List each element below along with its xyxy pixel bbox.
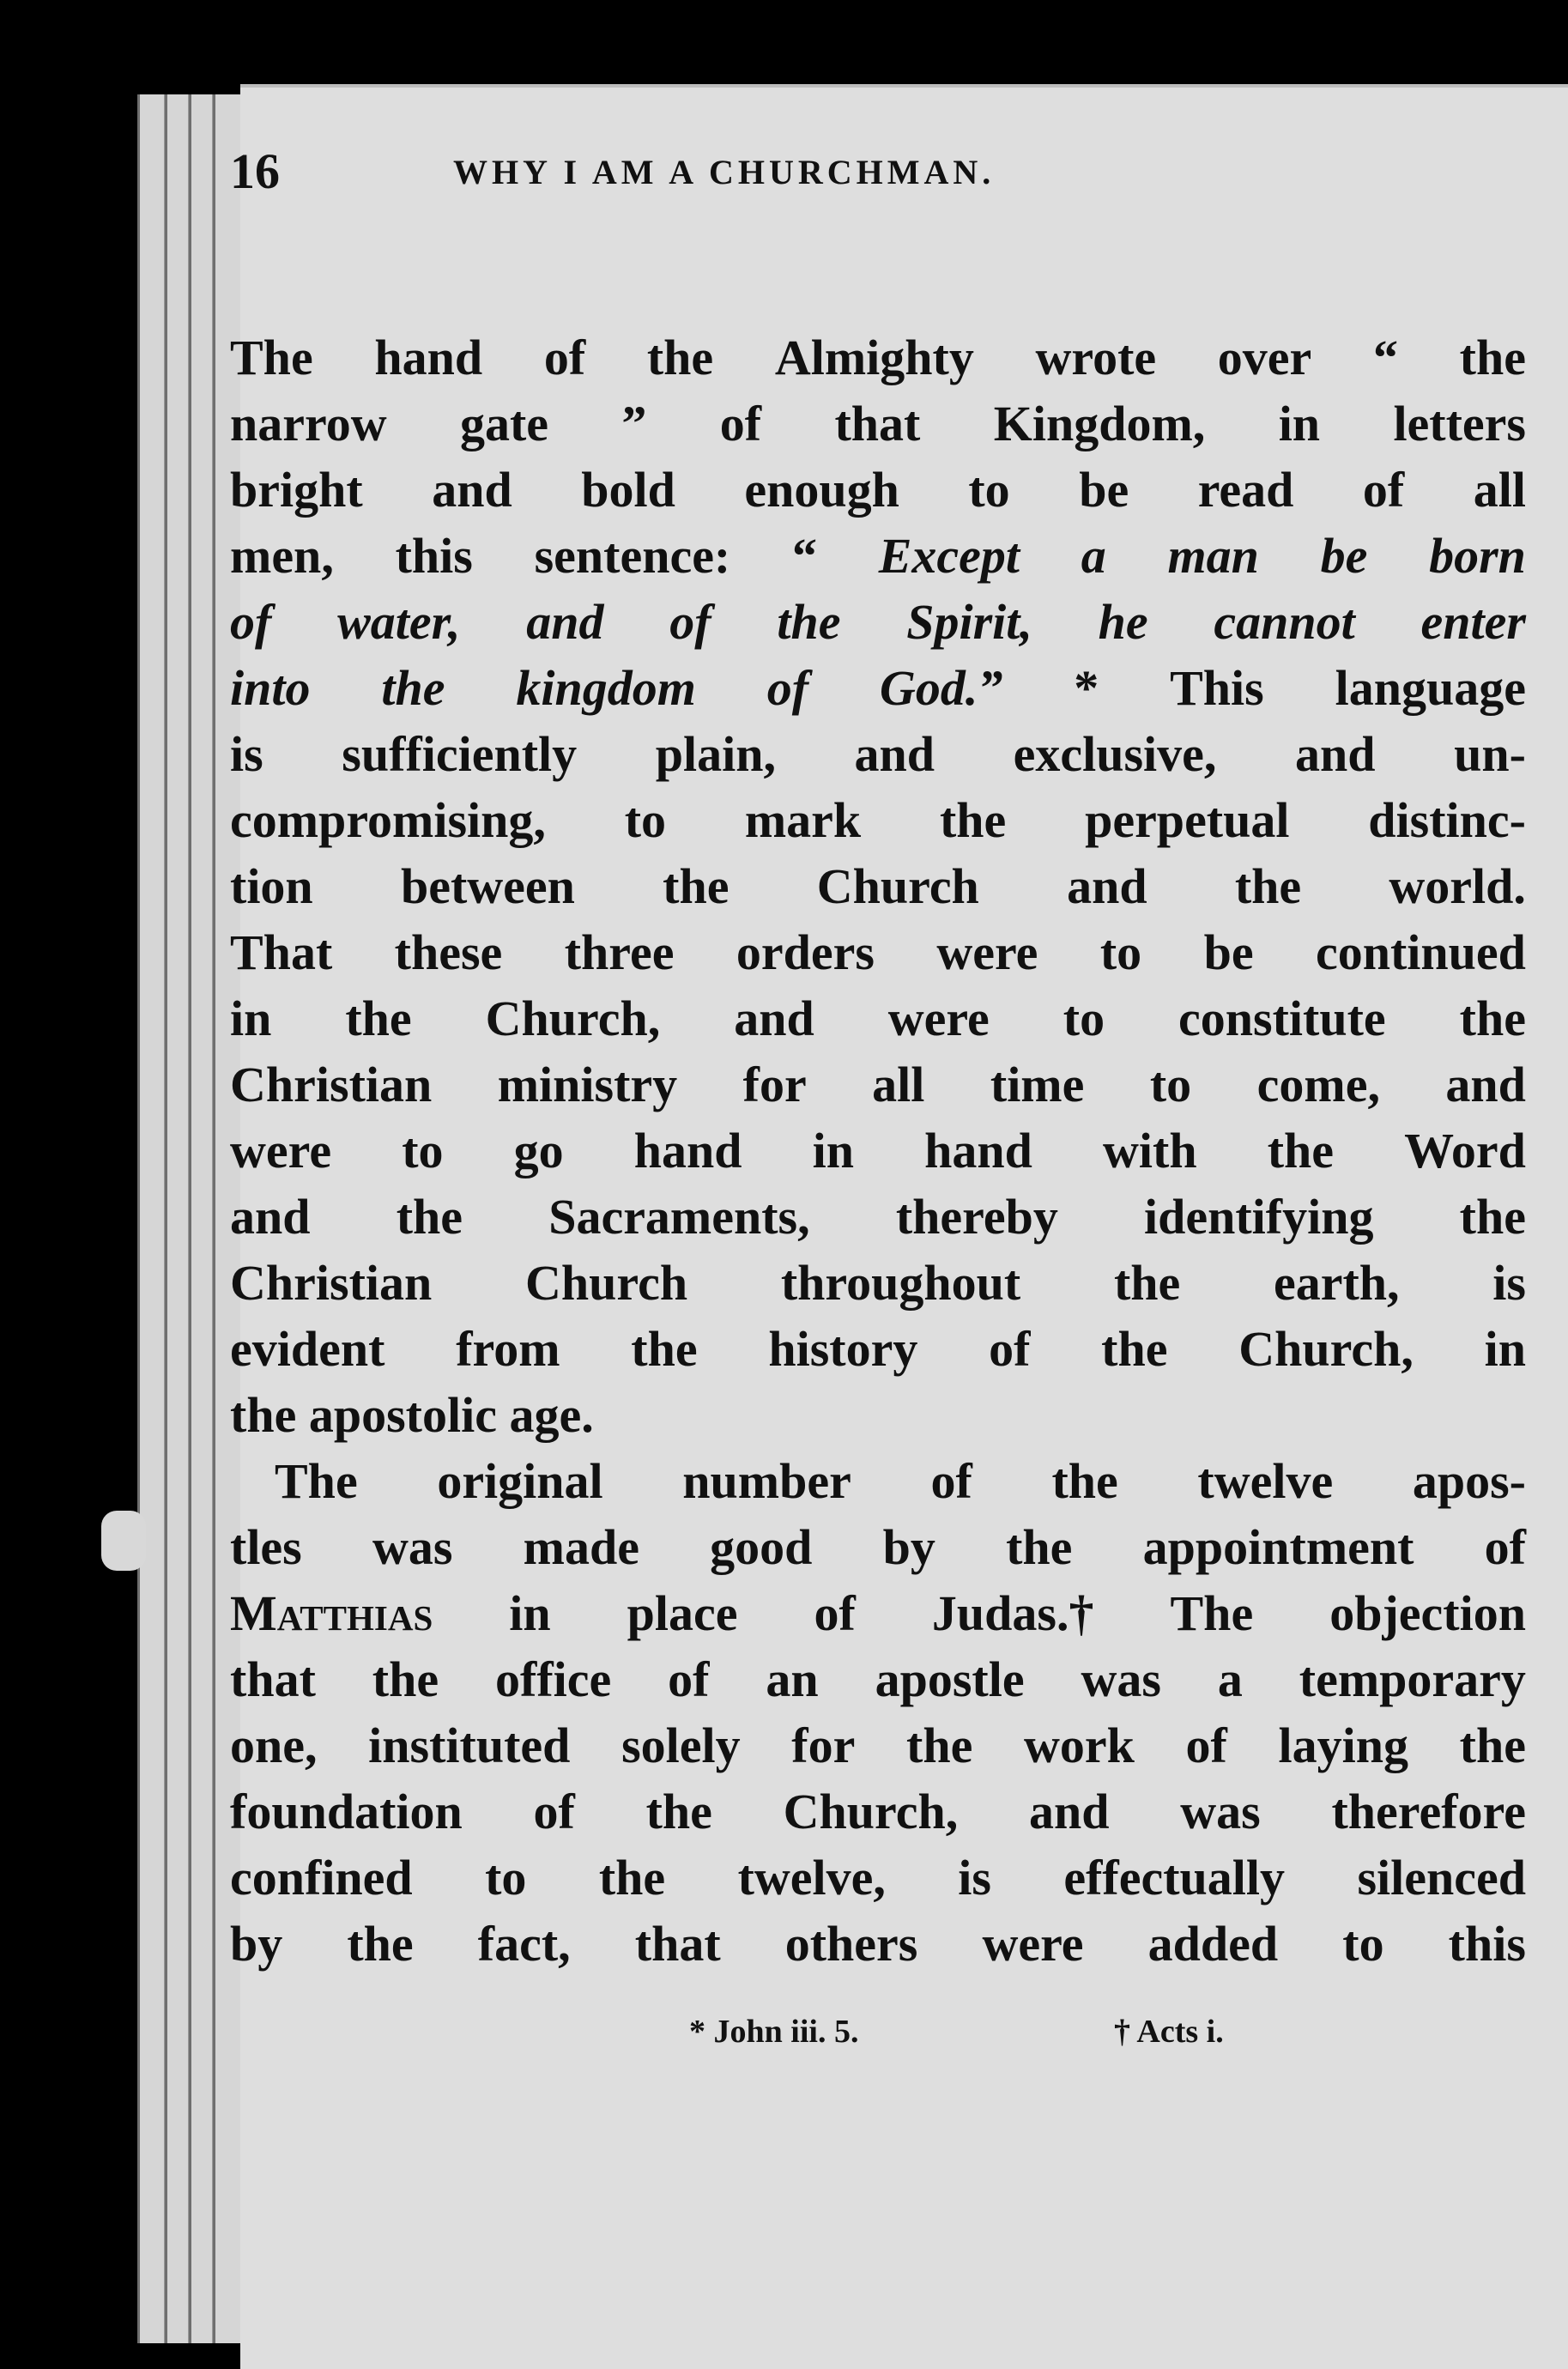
word: world. bbox=[1389, 858, 1526, 914]
word: number bbox=[682, 1453, 851, 1509]
word: the bbox=[906, 1718, 973, 1773]
word: silenced bbox=[1357, 1850, 1526, 1905]
word: he bbox=[1098, 594, 1148, 650]
text-line bbox=[230, 1778, 1526, 1845]
word: from bbox=[456, 1321, 560, 1377]
word: evident bbox=[230, 1321, 385, 1377]
word: wrote bbox=[1035, 330, 1157, 385]
word: sufficiently bbox=[342, 726, 578, 782]
word: come, bbox=[1256, 1057, 1380, 1112]
word: the bbox=[663, 858, 730, 914]
word: and bbox=[432, 462, 512, 518]
word: of bbox=[1484, 1519, 1526, 1575]
word: constitute bbox=[1178, 991, 1386, 1046]
word: of bbox=[766, 660, 809, 716]
word: apostle bbox=[875, 1651, 1025, 1707]
word: the bbox=[1267, 1123, 1335, 1178]
word: Word bbox=[1404, 1123, 1526, 1178]
word: appointment bbox=[1142, 1519, 1414, 1575]
text-line bbox=[230, 1316, 1526, 1382]
text-line bbox=[230, 1911, 1526, 1977]
text-line bbox=[230, 1448, 1526, 1514]
text-line bbox=[230, 1250, 1526, 1316]
word: The bbox=[275, 1453, 358, 1509]
text-line bbox=[230, 655, 1526, 721]
word: orders bbox=[736, 924, 875, 980]
word: water, bbox=[337, 594, 461, 650]
word: therefore bbox=[1331, 1784, 1526, 1839]
word: that bbox=[634, 1916, 721, 1972]
word: twelve bbox=[1197, 1453, 1334, 1509]
word: all bbox=[1473, 462, 1526, 518]
word: the bbox=[1459, 991, 1526, 1046]
word: bright bbox=[230, 462, 363, 518]
word: an bbox=[766, 1651, 819, 1707]
word: of bbox=[230, 594, 272, 650]
word: original bbox=[437, 1453, 603, 1509]
word: mark bbox=[744, 792, 862, 848]
text-line bbox=[230, 1646, 1526, 1712]
word: the bbox=[598, 1850, 666, 1905]
word: Almighty bbox=[774, 330, 974, 385]
word: the bbox=[1101, 1321, 1168, 1377]
word: for bbox=[742, 1057, 807, 1112]
word: Church, bbox=[1238, 1321, 1414, 1377]
word: instituted bbox=[368, 1718, 571, 1773]
footnotes bbox=[230, 2013, 1526, 2064]
word: Christian bbox=[230, 1057, 433, 1112]
word: the bbox=[1459, 330, 1526, 385]
word: Judas.† bbox=[931, 1585, 1094, 1641]
word: age. bbox=[509, 1387, 594, 1443]
text-line bbox=[230, 1712, 1526, 1778]
word: were bbox=[230, 1123, 332, 1178]
running-title: WHY I AM A CHURCHMAN. bbox=[453, 153, 996, 191]
word: is bbox=[958, 1850, 991, 1905]
word: that bbox=[230, 1651, 316, 1707]
word: of bbox=[1185, 1718, 1227, 1773]
word: in bbox=[230, 991, 272, 1046]
word: and bbox=[854, 726, 935, 782]
text-line bbox=[230, 919, 1526, 985]
word: language bbox=[1335, 660, 1526, 716]
word: history bbox=[768, 1321, 918, 1377]
word: of bbox=[814, 1585, 856, 1641]
word: of bbox=[533, 1784, 575, 1839]
word: three bbox=[564, 924, 675, 980]
word: was bbox=[372, 1519, 453, 1575]
word: by bbox=[230, 1916, 283, 1972]
word: born bbox=[1429, 528, 1526, 584]
word: fact, bbox=[477, 1916, 571, 1972]
word: to bbox=[1149, 1057, 1192, 1112]
word: cannot bbox=[1214, 594, 1355, 650]
word: Church, bbox=[783, 1784, 959, 1839]
word: Kingdom, bbox=[993, 396, 1206, 451]
word: of bbox=[669, 594, 711, 650]
word: one, bbox=[230, 1718, 318, 1773]
word: a bbox=[1217, 1651, 1243, 1707]
word: that bbox=[834, 396, 921, 451]
page-edge bbox=[137, 94, 166, 2343]
word: the bbox=[345, 991, 412, 1046]
word: Sacraments, bbox=[548, 1189, 810, 1245]
word: distinc- bbox=[1368, 792, 1526, 848]
word: is bbox=[230, 726, 263, 782]
word: others bbox=[784, 1916, 918, 1972]
text-line bbox=[230, 457, 1526, 523]
word: read bbox=[1197, 462, 1294, 518]
word: of bbox=[1362, 462, 1405, 518]
word: exclusive, bbox=[1013, 726, 1217, 782]
word: in bbox=[1484, 1321, 1526, 1377]
word: in bbox=[812, 1123, 854, 1178]
word: to bbox=[624, 792, 667, 848]
word: this bbox=[395, 528, 473, 584]
word: Matthias bbox=[230, 1585, 433, 1641]
word: was bbox=[1180, 1784, 1261, 1839]
word: apostolic bbox=[308, 1387, 497, 1443]
word: the bbox=[1459, 1189, 1526, 1245]
word: tion bbox=[230, 858, 313, 914]
word: of bbox=[668, 1651, 710, 1707]
page-edge bbox=[165, 94, 190, 2343]
word: Spirit, bbox=[906, 594, 1032, 650]
word: be bbox=[1203, 924, 1254, 980]
footnote-john: * John iii. 5. bbox=[689, 2014, 859, 2050]
word: ministry bbox=[497, 1057, 678, 1112]
word: into bbox=[230, 660, 311, 716]
word: temporary bbox=[1299, 1651, 1526, 1707]
word: the bbox=[646, 330, 714, 385]
page-number: 16 bbox=[230, 143, 280, 199]
word: thereby bbox=[895, 1189, 1058, 1245]
word: hand bbox=[374, 330, 483, 385]
word: made bbox=[523, 1519, 639, 1575]
word: the bbox=[1006, 1519, 1073, 1575]
word: compromising, bbox=[230, 792, 546, 848]
text-line bbox=[230, 1514, 1526, 1580]
word: twelve, bbox=[737, 1850, 886, 1905]
word: and bbox=[734, 991, 814, 1046]
word: the bbox=[645, 1784, 712, 1839]
word: sentence: bbox=[534, 528, 731, 584]
word: and bbox=[1445, 1057, 1526, 1112]
word: by bbox=[882, 1519, 935, 1575]
word: foundation bbox=[230, 1784, 463, 1839]
word: were bbox=[982, 1916, 1084, 1972]
word: man bbox=[1167, 528, 1259, 584]
word: was bbox=[1081, 1651, 1161, 1707]
text-line bbox=[230, 1845, 1526, 1911]
word: of bbox=[719, 396, 762, 451]
word: tles bbox=[230, 1519, 302, 1575]
word: plain, bbox=[655, 726, 776, 782]
word: the bbox=[230, 1387, 297, 1443]
word: objection bbox=[1329, 1585, 1526, 1641]
word: narrow bbox=[230, 396, 387, 451]
word: to bbox=[1099, 924, 1142, 980]
word: between bbox=[400, 858, 575, 914]
word: to bbox=[1062, 991, 1105, 1046]
word: identifying bbox=[1144, 1189, 1374, 1245]
word: This bbox=[1170, 660, 1264, 716]
paper-speck bbox=[101, 1511, 146, 1571]
word: Christian bbox=[230, 1255, 433, 1311]
word: Church bbox=[816, 858, 979, 914]
word: added bbox=[1147, 1916, 1279, 1972]
word: time bbox=[990, 1057, 1085, 1112]
word: Church, bbox=[485, 991, 661, 1046]
page-header bbox=[230, 137, 1346, 206]
word: the bbox=[372, 1651, 439, 1707]
text-line bbox=[230, 1184, 1526, 1250]
word: God.” bbox=[879, 660, 1003, 716]
word: to bbox=[402, 1123, 444, 1178]
text-line bbox=[230, 1382, 1526, 1448]
text-line bbox=[230, 787, 1526, 853]
word: ” bbox=[621, 396, 647, 451]
word: throughout bbox=[780, 1255, 1021, 1311]
text-line bbox=[230, 985, 1526, 1051]
word: a bbox=[1081, 528, 1106, 584]
text-line bbox=[230, 391, 1526, 457]
word: is bbox=[1492, 1255, 1526, 1311]
word: continued bbox=[1315, 924, 1526, 980]
word: place bbox=[627, 1585, 738, 1641]
body-text bbox=[230, 324, 1526, 1977]
word: of bbox=[989, 1321, 1031, 1377]
word: were bbox=[887, 991, 990, 1046]
word: “ bbox=[1372, 330, 1398, 385]
text-line bbox=[230, 1580, 1526, 1646]
text-line bbox=[230, 324, 1526, 391]
text-line bbox=[230, 1051, 1526, 1118]
word: the bbox=[396, 1189, 463, 1245]
word: the bbox=[777, 594, 841, 650]
word: and bbox=[526, 594, 604, 650]
word: letters bbox=[1393, 396, 1526, 451]
word: solely bbox=[621, 1718, 741, 1773]
word: The bbox=[1170, 1585, 1254, 1641]
word: this bbox=[1448, 1916, 1526, 1972]
word: the bbox=[1234, 858, 1302, 914]
word: with bbox=[1103, 1123, 1197, 1178]
word: That bbox=[230, 924, 333, 980]
word: the bbox=[1113, 1255, 1181, 1311]
word: Church bbox=[525, 1255, 688, 1311]
word: and bbox=[1067, 858, 1147, 914]
word: “ bbox=[791, 528, 817, 584]
word: laying bbox=[1278, 1718, 1409, 1773]
word: all bbox=[872, 1057, 925, 1112]
word: be bbox=[1320, 528, 1368, 584]
word: the bbox=[381, 660, 445, 716]
word: over bbox=[1217, 330, 1312, 385]
word: The bbox=[230, 330, 313, 385]
word: and bbox=[1295, 726, 1376, 782]
text-line bbox=[230, 853, 1526, 919]
text-line bbox=[230, 589, 1526, 655]
word: for bbox=[791, 1718, 856, 1773]
word: were bbox=[936, 924, 1038, 980]
word: un- bbox=[1454, 726, 1526, 782]
word: men, bbox=[230, 528, 334, 584]
word: be bbox=[1079, 462, 1129, 518]
word: and bbox=[230, 1189, 311, 1245]
word: office bbox=[495, 1651, 612, 1707]
footnote-marker: * bbox=[1074, 660, 1099, 716]
word: work bbox=[1023, 1718, 1135, 1773]
word: hand bbox=[633, 1123, 742, 1178]
word: Except bbox=[878, 528, 1020, 584]
word: hand bbox=[924, 1123, 1032, 1178]
word: to bbox=[968, 462, 1010, 518]
text-line bbox=[230, 1118, 1526, 1184]
word: enter bbox=[1420, 594, 1526, 650]
word: these bbox=[394, 924, 503, 980]
word: in bbox=[1278, 396, 1321, 451]
word: the bbox=[939, 792, 1007, 848]
text-line bbox=[230, 721, 1526, 787]
word: the bbox=[1051, 1453, 1118, 1509]
word: to bbox=[485, 1850, 527, 1905]
word: enough bbox=[744, 462, 899, 518]
word: kingdom bbox=[516, 660, 696, 716]
word: of bbox=[543, 330, 586, 385]
word: effectually bbox=[1063, 1850, 1286, 1905]
word: go bbox=[513, 1123, 564, 1178]
word: bold bbox=[581, 462, 675, 518]
word: the bbox=[1459, 1718, 1526, 1773]
word: apos- bbox=[1412, 1453, 1526, 1509]
word: confined bbox=[230, 1850, 413, 1905]
word: to bbox=[1342, 1916, 1384, 1972]
text-line bbox=[230, 523, 1526, 589]
word: earth, bbox=[1274, 1255, 1400, 1311]
word: perpetual bbox=[1085, 792, 1290, 848]
page-edge bbox=[189, 94, 214, 2343]
word: of bbox=[930, 1453, 972, 1509]
word: and bbox=[1028, 1784, 1110, 1839]
word: good bbox=[710, 1519, 813, 1575]
footnote-acts: † Acts i. bbox=[1114, 2014, 1224, 2050]
word: the bbox=[347, 1916, 414, 1972]
word: in bbox=[509, 1585, 551, 1641]
word: the bbox=[631, 1321, 698, 1377]
word: gate bbox=[459, 396, 549, 451]
